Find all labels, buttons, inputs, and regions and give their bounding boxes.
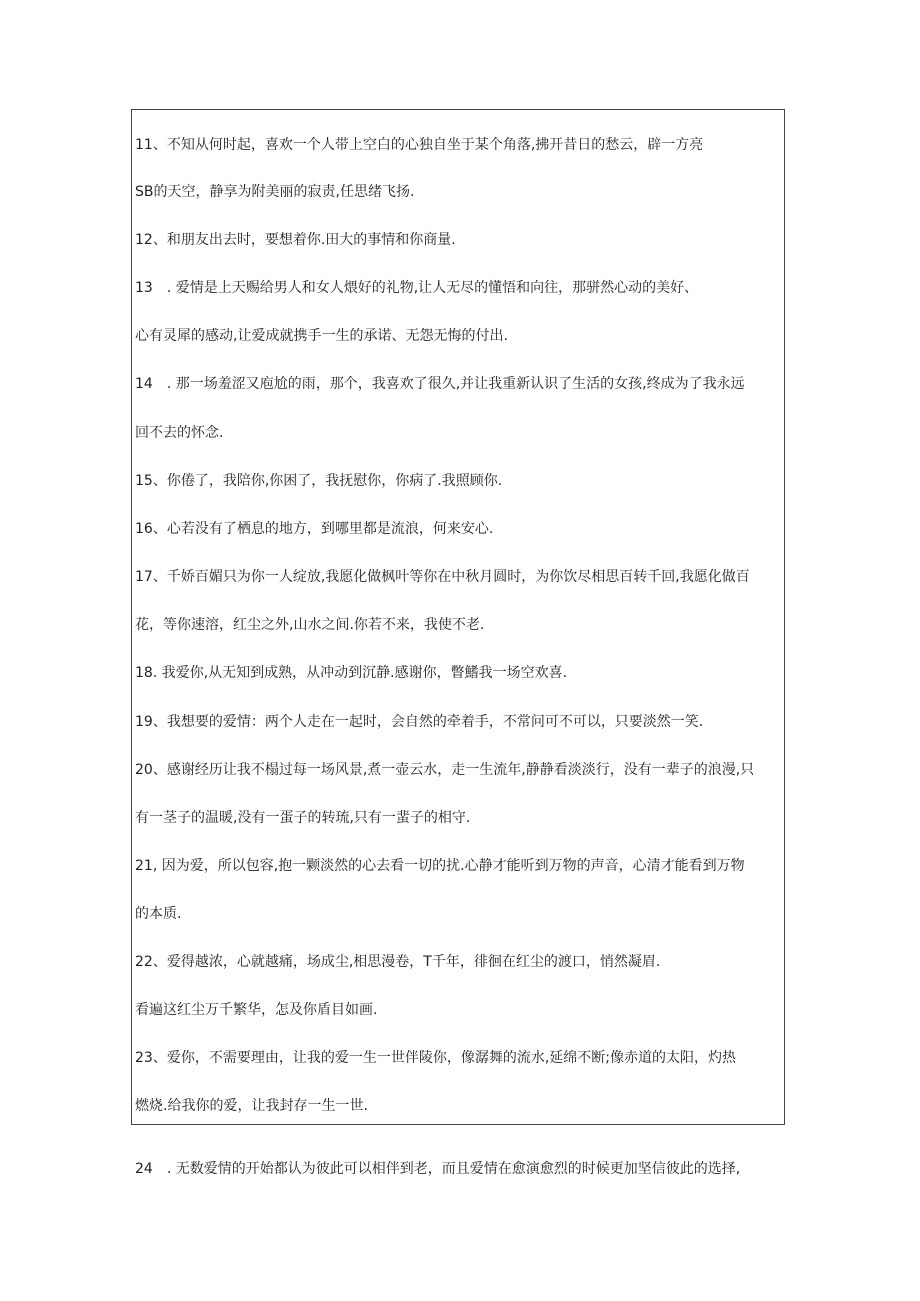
text-line: 回不去的怀念. <box>135 425 224 441</box>
text-line: 12、和朋友出去时，要想着你.田大的事情和你商量. <box>135 232 456 248</box>
text-line: 心有灵犀的感动,让爱成就携手一生的承诺、无怨无悔的付出. <box>135 328 508 344</box>
text-line: 15、你倦了，我陪你,你困了，我抚慰你，你病了.我照顾你. <box>135 473 503 489</box>
text-line: 21, 因为爱，所以包容,抱一颗淡然的心去看一切的扰.心静才能听到万物的声音，心清才能看到万物 <box>135 858 745 874</box>
text-line: 16、心若没有了栖息的地方，到哪里都是流浪，何来安心. <box>135 521 494 537</box>
text-line: 17、千娇百媚只为你一人绽放,我愿化做枫叶等你在中秋月圆时，为你饮尽相思百转千回,我愿化做百 <box>135 569 750 585</box>
text-line-outside: 24 . 无数爱情的开始都认为彼此可以相伴到老，而且爱情在愈演愈烈的时候更加坚信彼此的选择, <box>135 1161 741 1177</box>
text-line: 18. 我爱你,从无知到成熟，从冲动到沉静.感谢你，瞥鰭我一场空欢喜. <box>135 665 568 681</box>
text-line: 花，等你速溶，红尘之外,山水之间.你若不来，我使不老. <box>135 617 485 633</box>
text-line: 燃烧.给我你的爱，让我封存一生一世. <box>135 1098 368 1114</box>
text-line: 14 . 那一场羞涩又庖尬的雨，那个，我喜欢了很久,并让我重新认识了生活的女孩,终成为了我永远 <box>135 376 745 392</box>
text-line: 有一茎子的温暖,没有一蛋子的转琉,只有一蜚子的相守. <box>135 810 471 826</box>
text-line: 看遍这红尘万千繁华，怎及你盾目如画. <box>135 1002 378 1018</box>
text-line: 11、不知从何时起，喜欢一个人带上空白的心独自坐于某个角落,拂开昔日的愁云，辟一方亮 <box>135 137 704 153</box>
text-line: 的本质. <box>135 906 182 922</box>
text-line: 20、感谢经历让我不榻过每一场风景,煮一壶云水，走一生流年,静静看淡淡行，没有一辈子的浪漫,只 <box>135 762 755 778</box>
text-line: 13 . 爱情是上天赐给男人和女人煨好的礼物,让人无尽的懂悟和向往，那骈然心动的美好、 <box>135 280 699 296</box>
text-line: 23、爱你，不需要理由，让我的爱一生一世伴陵你，像潺舞的流水,延绵不断;像赤道的太阳，灼热 <box>135 1050 736 1066</box>
text-line: SB的天空，静享为附美丽的寂责,任思绪飞扬. <box>135 184 415 200</box>
text-line: 19、我想要的爱情：两个人走在一起时，会自然的牵着手，不常问可不可以，只要淡然一笑. <box>135 714 704 730</box>
text-line: 22、爱得越浓，心就越痛，场成尘,相思漫卷，T千年，徘徊在红尘的渡口，悄然凝眉. <box>135 954 661 970</box>
